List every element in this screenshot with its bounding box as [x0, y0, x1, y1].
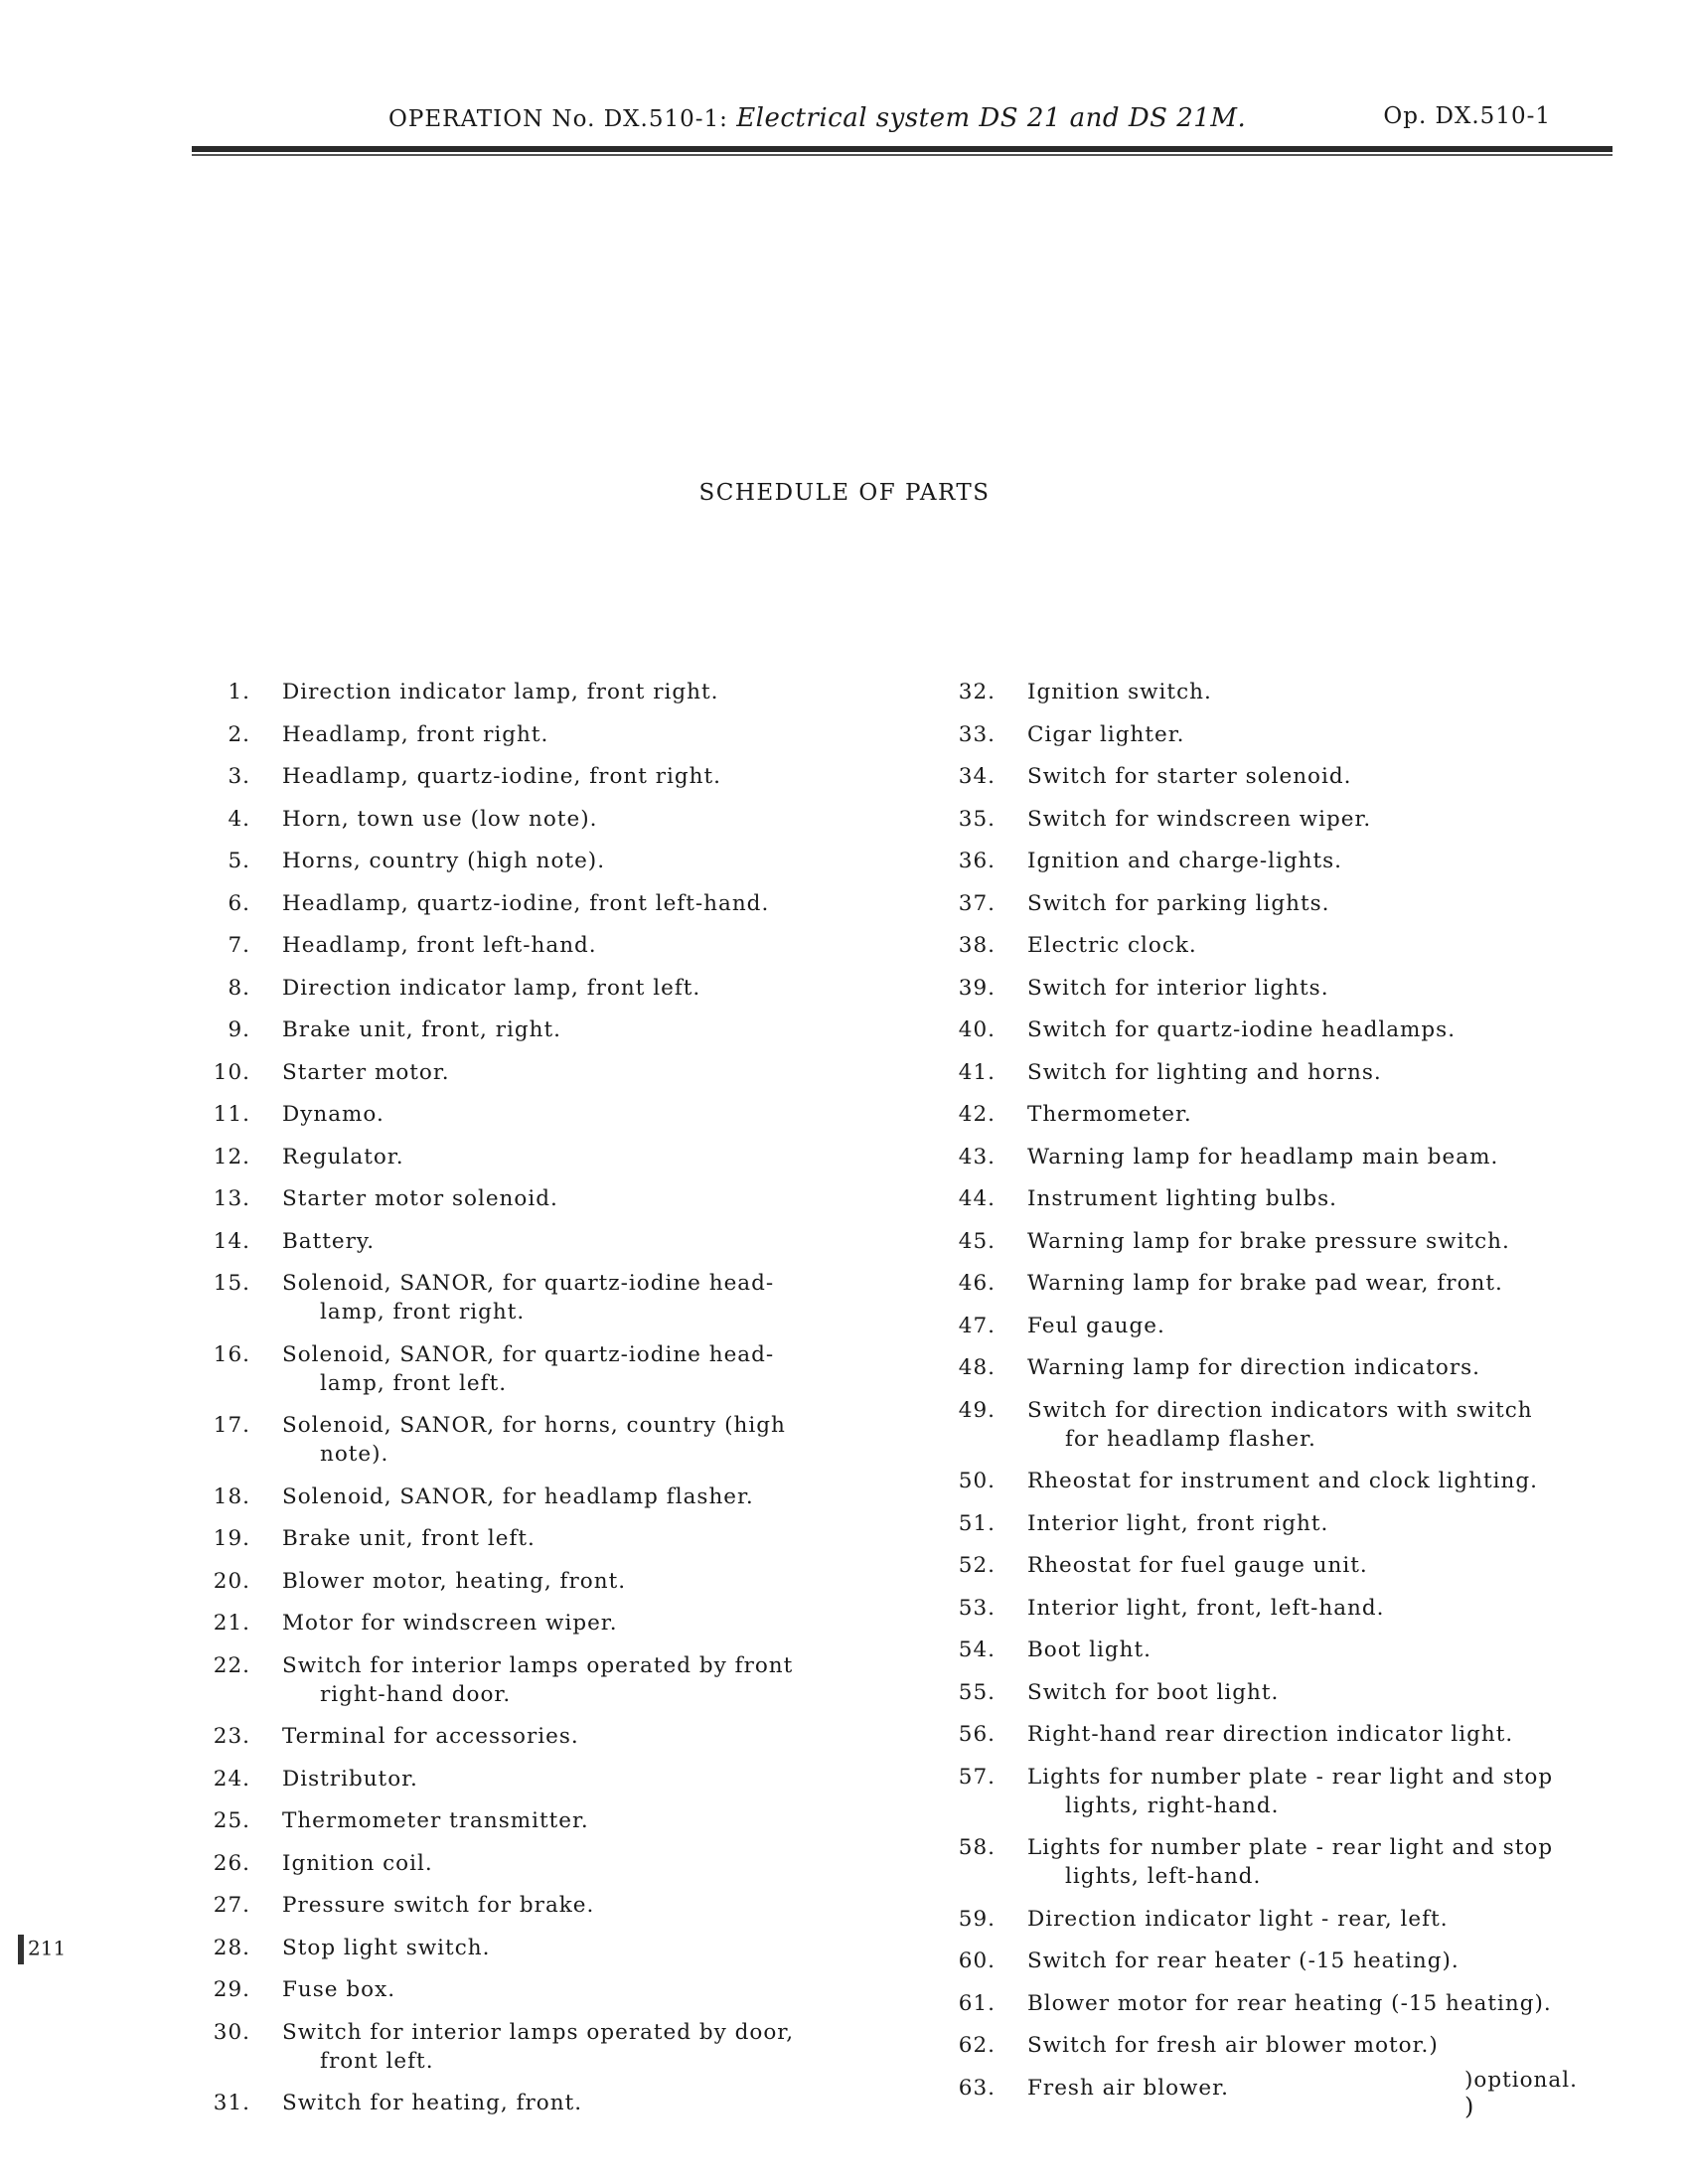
list-item: [944, 2031, 1619, 2060]
item-line: Horn, town use (low note).: [282, 806, 598, 832]
item-text: [282, 1184, 844, 1213]
list-item: [199, 1891, 844, 1920]
item-number: 29.: [213, 1977, 250, 2002]
item-text: [1027, 1720, 1619, 1749]
item-line: Switch for windscreen wiper.: [1027, 806, 1372, 832]
item-number: 31.: [213, 2091, 250, 2115]
item-text: [1027, 1509, 1619, 1538]
item-line: Fresh air blower.: [1027, 2075, 1229, 2101]
item-text: [1027, 720, 1619, 749]
item-line: Rheostat for instrument and clock lighting.: [1027, 1469, 1538, 1493]
list-item: [199, 1765, 844, 1794]
item-line: Dynamo.: [282, 1102, 384, 1127]
list-item: [944, 1636, 1619, 1664]
item-line: Switch for rear heater (-15 heating).: [1027, 1949, 1459, 1973]
item-line: Motor for windscreen wiper.: [282, 1611, 618, 1636]
item-text: [1027, 1678, 1619, 1707]
item-line: Interior light, front right.: [1027, 1510, 1329, 1536]
list-item: [199, 1100, 844, 1129]
item-number: 10.: [213, 1059, 250, 1085]
item-text: [282, 2089, 844, 2117]
item-number: 49.: [958, 1397, 996, 1423]
item-line: Thermometer transmitter.: [282, 1808, 589, 1833]
item-number: 62.: [958, 2033, 996, 2058]
list-item: [199, 974, 844, 1003]
item-number: 38.: [958, 933, 996, 958]
list-item: [199, 1184, 844, 1213]
item-number: 57.: [958, 1764, 996, 1790]
item-line: Warning lamp for direction indicators.: [1027, 1355, 1480, 1380]
closing-paren: ): [1464, 2093, 1474, 2120]
item-number: 21.: [213, 1611, 250, 1636]
item-line: Blower motor, heating, front.: [282, 1568, 627, 1594]
list-item: [199, 1227, 844, 1256]
list-item: [199, 931, 844, 960]
list-item: [944, 1058, 1619, 1087]
list-item: [944, 1594, 1619, 1623]
item-line: Fuse box.: [282, 1977, 396, 2002]
list-item: [199, 2018, 844, 2076]
item-number: 63.: [958, 2075, 996, 2101]
item-line: Direction indicator lamp, front right.: [282, 680, 719, 704]
item-line: Ignition and charge-lights.: [1027, 849, 1342, 873]
item-text: [1027, 1594, 1619, 1623]
list-item: [944, 847, 1619, 875]
list-item: [199, 720, 844, 749]
operation-number: OPERATION No. DX.510-1:: [388, 106, 728, 132]
item-number: 13.: [213, 1186, 250, 1211]
list-item: [199, 1849, 844, 1878]
item-text: [1027, 805, 1619, 834]
operation-reference: Op. DX.510-1: [1383, 103, 1551, 129]
item-text: [282, 1058, 844, 1087]
margin-bar: [18, 1935, 24, 1964]
list-item: [199, 2089, 844, 2117]
list-item: [199, 678, 844, 706]
item-text: [1027, 1353, 1619, 1382]
item-line: Switch for direction indicators with switch: [1027, 1397, 1533, 1423]
item-number: 7.: [228, 933, 250, 958]
item-text: [1027, 974, 1619, 1003]
item-text: [1027, 678, 1619, 706]
margin-page-mark: [18, 1935, 66, 1964]
list-item: [944, 1551, 1619, 1580]
item-text: [1027, 1467, 1619, 1495]
item-text: [1027, 1551, 1619, 1580]
list-item: [944, 1143, 1619, 1171]
page-header: [192, 103, 1612, 143]
item-number: 36.: [958, 849, 996, 873]
list-item: [944, 889, 1619, 918]
list-item: [944, 1353, 1619, 1382]
item-line: Lights for number plate - rear light and stop: [1027, 1835, 1554, 1860]
item-line: Starter motor.: [282, 1059, 450, 1085]
item-text: [282, 678, 844, 706]
item-text: [1027, 1905, 1619, 1934]
item-number: 39.: [958, 975, 996, 1001]
item-text: [282, 1765, 844, 1794]
item-text: [282, 1567, 844, 1596]
item-number: 58.: [958, 1835, 996, 1860]
item-line: Cigar lighter.: [1027, 721, 1185, 747]
item-line: Headlamp, front right.: [282, 721, 549, 747]
item-number: 20.: [213, 1568, 250, 1594]
item-number: 11.: [213, 1102, 250, 1127]
item-line: Thermometer.: [1027, 1102, 1192, 1127]
list-item: [199, 889, 844, 918]
item-continuation-line: lights, left-hand.: [1065, 1864, 1262, 1889]
item-number: 37.: [958, 890, 996, 916]
item-number: 52.: [958, 1553, 996, 1578]
item-text: [1027, 1100, 1619, 1129]
item-number: 44.: [958, 1186, 996, 1211]
item-line: Battery.: [282, 1228, 376, 1254]
item-text: [1027, 1143, 1619, 1171]
item-line: Warning lamp for brake pad wear, front.: [1027, 1271, 1503, 1296]
item-text: [282, 1651, 844, 1709]
list-item: [944, 974, 1619, 1003]
list-item: [944, 1396, 1619, 1454]
item-number: 12.: [213, 1144, 250, 1170]
item-text: [282, 1340, 844, 1398]
item-number: 27.: [213, 1893, 250, 1918]
item-text: [1027, 1763, 1619, 1820]
item-number: 1.: [228, 680, 250, 704]
header-rule: [192, 146, 1612, 152]
list-item: [199, 1524, 844, 1553]
list-item: [944, 762, 1619, 791]
list-item: [944, 1100, 1619, 1129]
list-item: [944, 1947, 1619, 1975]
item-number: 60.: [958, 1949, 996, 1973]
item-number: 24.: [213, 1766, 250, 1792]
item-text: [282, 2018, 844, 2076]
item-line: Distributor.: [282, 1766, 418, 1792]
item-text: [1027, 1269, 1619, 1298]
item-line: Direction indicator light - rear, left.: [1027, 1906, 1449, 1932]
list-item: [199, 1609, 844, 1638]
item-line: Switch for interior lamps operated by door,: [282, 2019, 795, 2045]
list-item: [944, 1905, 1619, 1934]
item-number: 54.: [958, 1638, 996, 1662]
list-item: [944, 805, 1619, 834]
item-line: Solenoid, SANOR, for quartz-iodine head-: [282, 1271, 775, 1296]
item-line: Warning lamp for headlamp main beam.: [1027, 1144, 1499, 1170]
item-line: Stop light switch.: [282, 1935, 491, 1960]
item-number: 6.: [228, 890, 250, 916]
item-line: Solenoid, SANOR, for quartz-iodine head-: [282, 1341, 775, 1367]
list-item: [199, 762, 844, 791]
page-title: SCHEDULE OF PARTS: [698, 480, 991, 506]
item-line: Blower motor for rear heating (-15 heating).: [1027, 1990, 1552, 2016]
operation-heading: [388, 103, 1246, 133]
item-number: 32.: [958, 680, 996, 704]
item-text: [1027, 1989, 1619, 2018]
item-text: [282, 1849, 844, 1878]
list-item: [199, 1975, 844, 2004]
item-text: [1027, 1947, 1619, 1975]
item-number: 34.: [958, 764, 996, 789]
margin-page-number: 211: [28, 1936, 67, 1960]
item-line: Pressure switch for brake.: [282, 1893, 595, 1918]
item-line: Headlamp, front left-hand.: [282, 933, 597, 958]
item-line: Switch for starter solenoid.: [1027, 764, 1352, 789]
list-item: [199, 805, 844, 834]
item-line: Brake unit, front, right.: [282, 1017, 561, 1042]
item-text: [1027, 1058, 1619, 1087]
item-text: [1027, 1227, 1619, 1256]
item-line: Headlamp, quartz-iodine, front right.: [282, 764, 721, 789]
item-text: [1027, 762, 1619, 791]
item-number: 46.: [958, 1271, 996, 1296]
item-number: 33.: [958, 721, 996, 747]
item-continuation-line: front left.: [320, 2048, 434, 2074]
item-line: Instrument lighting bulbs.: [1027, 1186, 1338, 1211]
item-number: 25.: [213, 1808, 250, 1833]
item-number: 55.: [958, 1679, 996, 1705]
list-item: [944, 678, 1619, 706]
item-text: [282, 1015, 844, 1044]
list-item: [944, 1467, 1619, 1495]
list-item: [199, 1058, 844, 1087]
item-line: Regulator.: [282, 1144, 404, 1170]
item-text: [1027, 1015, 1619, 1044]
item-number: 3.: [228, 764, 250, 789]
list-item: [199, 847, 844, 875]
item-text: [282, 974, 844, 1003]
item-number: 16.: [213, 1341, 250, 1367]
item-text: [1027, 1636, 1619, 1664]
item-text: [282, 847, 844, 875]
list-item: [944, 1015, 1619, 1044]
item-text: [282, 1143, 844, 1171]
item-number: 53.: [958, 1595, 996, 1621]
item-number: 47.: [958, 1313, 996, 1338]
list-item: [199, 1015, 844, 1044]
item-number: 4.: [228, 806, 250, 832]
item-line: Boot light.: [1027, 1638, 1152, 1662]
item-line: Horns, country (high note).: [282, 849, 606, 873]
item-number: 14.: [213, 1228, 250, 1254]
list-item: [944, 1989, 1619, 2018]
item-number: 61.: [958, 1990, 996, 2016]
item-line: Ignition coil.: [282, 1850, 433, 1876]
item-text: [1027, 1833, 1619, 1891]
item-number: 18.: [213, 1483, 250, 1509]
item-number: 35.: [958, 806, 996, 832]
item-text: [282, 1524, 844, 1553]
item-number: 50.: [958, 1469, 996, 1493]
item-number: 41.: [958, 1059, 996, 1085]
item-number: 28.: [213, 1935, 250, 1960]
item-number: 19.: [213, 1526, 250, 1551]
item-line: Electric clock.: [1027, 933, 1197, 958]
list-item: [199, 1651, 844, 1709]
item-line: Switch for parking lights.: [1027, 890, 1330, 916]
list-item: [199, 1567, 844, 1596]
item-text: [282, 762, 844, 791]
item-continuation-line: right-hand door.: [320, 1681, 512, 1707]
operation-title: Electrical system DS 21 and DS 21M.: [736, 103, 1247, 133]
item-number: 23.: [213, 1724, 250, 1749]
item-line: Switch for heating, front.: [282, 2091, 583, 2115]
item-continuation-line: for headlamp flasher.: [1065, 1426, 1316, 1452]
list-item: [944, 1227, 1619, 1256]
optional-note: )optional.: [1464, 2068, 1578, 2093]
item-number: 22.: [213, 1652, 250, 1678]
item-line: Warning lamp for brake pressure switch.: [1027, 1228, 1510, 1254]
item-text: [282, 1806, 844, 1835]
item-line: Solenoid, SANOR, for headlamp flasher.: [282, 1483, 754, 1509]
item-number: 43.: [958, 1144, 996, 1170]
item-text: [282, 1934, 844, 1962]
item-line: Rheostat for fuel gauge unit.: [1027, 1553, 1368, 1578]
item-line: Switch for interior lamps operated by front: [282, 1652, 794, 1678]
item-text: [282, 1227, 844, 1256]
item-line: Direction indicator lamp, front left.: [282, 975, 701, 1001]
item-text: [1027, 931, 1619, 960]
item-number: 17.: [213, 1413, 250, 1438]
item-number: 26.: [213, 1850, 250, 1876]
item-text: [282, 1269, 844, 1326]
list-item: [944, 1509, 1619, 1538]
list-item: [944, 1833, 1619, 1891]
list-item: [944, 1269, 1619, 1298]
item-line: Switch for interior lights.: [1027, 975, 1329, 1001]
item-continuation-line: lights, right-hand.: [1065, 1793, 1280, 1818]
item-text: [282, 1482, 844, 1511]
item-line: Starter motor solenoid.: [282, 1186, 558, 1211]
item-continuation-line: lamp, front left.: [320, 1370, 508, 1396]
list-item: [199, 1340, 844, 1398]
item-number: 9.: [228, 1017, 250, 1042]
item-text: [1027, 1396, 1619, 1454]
item-number: 42.: [958, 1102, 996, 1127]
list-item: [199, 1806, 844, 1835]
item-line: Switch for lighting and horns.: [1027, 1059, 1382, 1085]
item-number: 48.: [958, 1355, 996, 1380]
list-item: [944, 1720, 1619, 1749]
item-line: Feul gauge.: [1027, 1313, 1165, 1338]
list-item: [944, 1763, 1619, 1820]
item-text: [282, 1975, 844, 2004]
item-continuation-line: lamp, front right.: [320, 1300, 526, 1325]
item-number: 56.: [958, 1722, 996, 1747]
header-rule-thin: [192, 154, 1612, 156]
list-item: [199, 1269, 844, 1326]
item-text: [1027, 2031, 1619, 2060]
item-number: 2.: [228, 721, 250, 747]
item-text: [282, 720, 844, 749]
item-line: Ignition switch.: [1027, 680, 1212, 704]
list-item: [199, 1722, 844, 1751]
list-item: [944, 720, 1619, 749]
item-number: 5.: [228, 849, 250, 873]
item-text: [282, 931, 844, 960]
list-item: [199, 1143, 844, 1171]
item-line: Switch for quartz-iodine headlamps.: [1027, 1017, 1457, 1042]
list-item: [199, 1411, 844, 1469]
list-item: [944, 1678, 1619, 1707]
item-text: [1027, 1184, 1619, 1213]
item-number: 30.: [213, 2019, 250, 2045]
list-item: [944, 931, 1619, 960]
item-number: 15.: [213, 1271, 250, 1296]
item-text: [1027, 847, 1619, 875]
item-text: [282, 889, 844, 918]
item-number: 51.: [958, 1510, 996, 1536]
item-text: [282, 1891, 844, 1920]
item-number: 59.: [958, 1906, 996, 1932]
item-text: [282, 1411, 844, 1469]
item-text: [282, 1100, 844, 1129]
item-text: [1027, 889, 1619, 918]
item-line: Switch for fresh air blower motor.): [1027, 2033, 1439, 2058]
item-continuation-line: note).: [320, 1442, 389, 1467]
item-line: Solenoid, SANOR, for horns, country (high: [282, 1413, 786, 1438]
item-text: [282, 1722, 844, 1751]
item-text: [1027, 1312, 1619, 1340]
item-line: Terminal for accessories.: [282, 1724, 579, 1749]
item-line: Brake unit, front left.: [282, 1526, 536, 1551]
item-line: Lights for number plate - rear light and stop: [1027, 1764, 1554, 1790]
list-item: [199, 1482, 844, 1511]
item-number: 40.: [958, 1017, 996, 1042]
item-number: 8.: [228, 975, 250, 1001]
item-line: Switch for boot light.: [1027, 1679, 1280, 1705]
item-line: Interior light, front, left-hand.: [1027, 1595, 1385, 1621]
item-number: 45.: [958, 1228, 996, 1254]
list-item: [199, 1934, 844, 1962]
list-item: [944, 1184, 1619, 1213]
item-text: [282, 1609, 844, 1638]
item-line: Right-hand rear direction indicator light.: [1027, 1722, 1514, 1747]
item-text: [282, 805, 844, 834]
list-item: [944, 1312, 1619, 1340]
item-line: Headlamp, quartz-iodine, front left-hand.: [282, 890, 770, 916]
